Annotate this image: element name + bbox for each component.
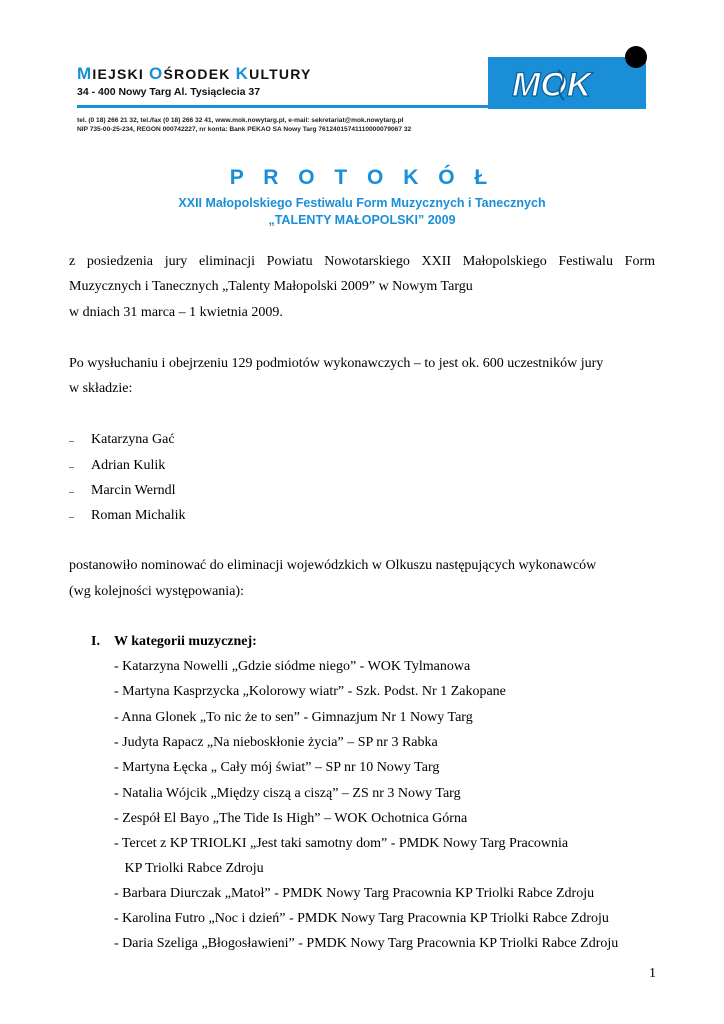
paragraph-line: w składzie: (69, 381, 133, 396)
list-item: - Zespół El Bayo „The Tide Is High” – WOK Ochotnica Górna (114, 811, 468, 826)
document-subtitle: XXII Małopolskiego Festiwalu Form Muzycznych i Tanecznych (178, 196, 546, 210)
mok-logo-icon (488, 44, 648, 114)
list-item: - Anna Glonek „To nic że to sen” - Gimnazjum Nr 1 Nowy Targ (114, 710, 473, 725)
jury-member: Roman Michalik (91, 508, 186, 523)
org-name-rest: ŚRODEK (163, 66, 236, 82)
org-name-cap: K (235, 64, 250, 83)
header-divider (77, 105, 490, 108)
list-item: - Daria Szeliga „Błogosławieni” - PMDK Nowy Targ Pracownia KP Triolki Rabce Zdroju (114, 936, 619, 951)
section-heading: W kategorii muzycznej: (114, 634, 257, 649)
logo-dot-icon (625, 46, 647, 68)
org-name-rest: ULTURY (249, 66, 312, 82)
list-bullet: – (69, 436, 74, 447)
contact-line: NIP 735-00-25-234, REGON 000742227, nr konta: Bank PEKAO SA Nowy Targ 76124015741110000079067 32 (77, 126, 412, 133)
list-item: KP Triolki Rabce Zdroju (114, 861, 264, 876)
jury-member: Adrian Kulik (91, 458, 166, 473)
list-item: - Barbara Diurczak „Matoł” - PMDK Nowy Targ Pracownia KP Triolki Rabce Zdroju (114, 886, 595, 901)
list-item: - Tercet z KP TRIOLKI „Jest taki samotny dom” - PMDK Nowy Targ Pracownia (114, 836, 569, 851)
page-number: 1 (649, 966, 656, 981)
contact-line: tel. (0 18) 266 21 32, tel./fax (0 18) 266 32 41, www.mok.nowytarg.pl, e-mail: sekretariat@mok.nowytarg.pl (77, 117, 404, 124)
list-bullet: – (69, 512, 74, 523)
org-name-cap: O (149, 64, 164, 83)
list-item: - Karolina Futro „Noc i dzień” - PMDK Nowy Targ Pracownia KP Triolki Rabce Zdroju (114, 911, 609, 926)
list-item: - Katarzyna Nowelli „Gdzie siódme niego” - WOK Tylmanowa (114, 659, 471, 674)
document-subtitle: „TALENTY MAŁOPOLSKI” 2009 (268, 213, 456, 227)
paragraph-line: postanowiło nominować do eliminacji wojewódzkich w Olkuszu następujących wykonawców (69, 558, 597, 573)
paragraph-line: Po wysłuchaniu i obejrzeniu 129 podmiotów wykonawczych – to jest ok. 600 uczestników jury (69, 356, 604, 371)
org-contact (77, 116, 411, 134)
list-item: - Natalia Wójcik „Między ciszą a ciszą” – ZS nr 3 Nowy Targ (114, 786, 461, 801)
intro-line: z posiedzenia jury eliminacji Powiatu Nowotarskiego XXII Małopolskiego Festiwalu Form (69, 254, 655, 269)
list-item: - Martyna Kasprzycka „Kolorowy wiatr” - Szk. Podst. Nr 1 Zakopane (114, 684, 506, 699)
list-bullet: – (69, 487, 74, 498)
jury-member: Marcin Werndl (91, 483, 176, 498)
list-bullet: – (69, 462, 74, 473)
section-number: I. (91, 634, 100, 649)
logo-text: MOK (512, 66, 592, 104)
org-name-cap: M (77, 64, 93, 83)
list-item: - Martyna Łęcka „ Cały mój świat” – SP nr 10 Nowy Targ (114, 760, 440, 775)
jury-member: Katarzyna Gać (91, 432, 175, 447)
org-name (77, 64, 312, 84)
intro-line: Muzycznych i Tanecznych „Talenty Małopolski 2009” w Nowym Targu (69, 279, 473, 294)
org-name-rest: IEJSKI (92, 66, 150, 82)
intro-line: w dniach 31 marca – 1 kwietnia 2009. (69, 305, 283, 320)
org-address: 34 - 400 Nowy Targ Al. Tysiąclecia 37 (77, 86, 261, 98)
paragraph-line: (wg kolejności występowania): (69, 584, 244, 599)
document-title: P R O T O K Ó Ł (229, 166, 495, 189)
list-item: - Judyta Rapacz „Na nieboskłonie życia” – SP nr 3 Rabka (114, 735, 438, 750)
